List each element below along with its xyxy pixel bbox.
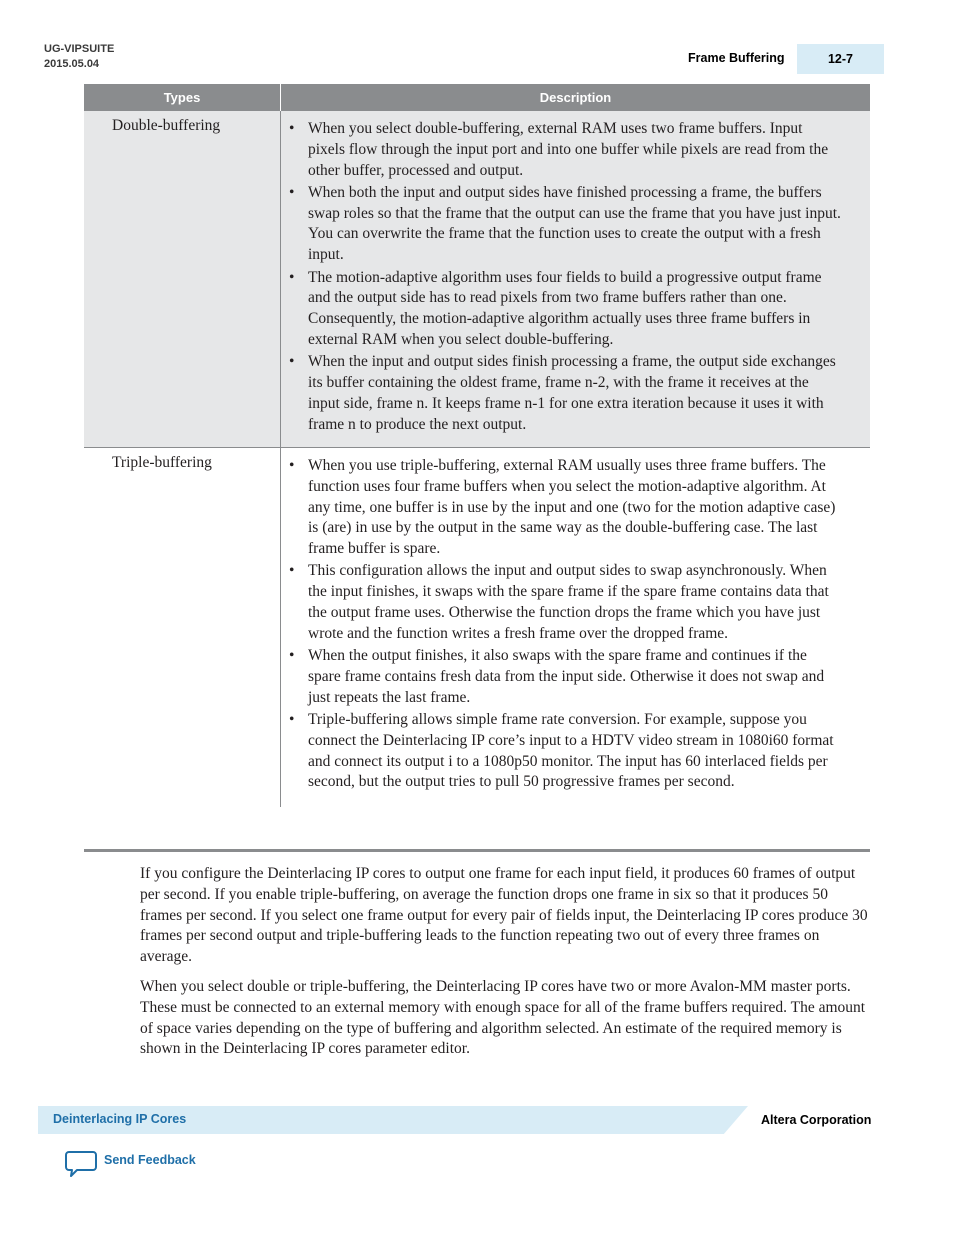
buffering-types-table	[84, 84, 870, 807]
document-id: UG-VIPSUITE	[44, 43, 115, 55]
body-paragraph-frame-rate: If you configure the Deinterlacing IP cores to output one frame for each input field, it produces 60 frames of output per second. If you enable triple-buffering, on average the function drops one frame in six so that it produces 50 frames per second. If you select one frame output for every pair of fields input, the Deinterlacing IP cores produce 30 frames per second output and triple-buffering leads to the function repeating two out of every three frames on average.	[140, 865, 868, 966]
table-header-row	[84, 84, 870, 111]
description-cell	[281, 111, 871, 447]
list-item: • When the output finishes, it also swaps with the spare frame and continues if the spare frame contains fresh data from the input side. Otherwise it does not swap and just repeats the last frame.	[308, 646, 842, 708]
list-item: • Triple-buffering allows simple frame rate conversion. For example, suppose you connect the Deinterlacing IP core’s input to a HDTV video stream in 1080i60 format and connect its output i to a 1080p50 monitor. The input has 60 interlaced fields per second, but the output tries to pull 50 progressive frames per second.	[308, 710, 842, 793]
list-item: • The motion-adaptive algorithm uses four fields to build a progressive output frame and the output side has to read pixels from two frame buffers rather than one. Consequently, the motion-adaptive algorithm actually uses three frame buffers in external RAM when you select double-buffering.	[308, 268, 842, 351]
section-title: Frame Buffering	[688, 51, 785, 65]
page-number: 12-7	[797, 44, 884, 74]
bullet-list	[289, 119, 842, 435]
list-item: • When you use triple-buffering, external RAM usually uses three frame buffers. The function uses four frame buffers when you select the motion-adaptive algorithm. At any time, one buffer is in use by the input and one (two for the motion adaptive case) is (are) in use by the output in the same way as the double-buffering case. The last frame buffer is spare.	[308, 456, 842, 560]
document-id-block	[44, 42, 114, 72]
document-date: 2015.05.04	[44, 58, 100, 70]
table-row	[84, 111, 870, 447]
company-name: Altera Corporation	[761, 1113, 872, 1127]
list-item: • When both the input and output sides have finished processing a frame, the buffers swap roles so that the frame that the output can use the frame that you have just input. You can overwrite the frame that the function uses to create the output with a fresh input.	[308, 183, 842, 266]
type-cell: Triple-buffering	[84, 447, 281, 806]
table-bottom-rule	[84, 849, 870, 852]
bullet-list	[289, 456, 842, 793]
table-row	[84, 447, 870, 806]
column-header-types: Types	[84, 84, 281, 111]
speech-bubble-icon[interactable]	[65, 1150, 97, 1178]
type-cell: Double-buffering	[84, 111, 281, 447]
list-item: • When the input and output sides finish processing a frame, the output side exchanges its buffer containing the oldest frame, frame n-2, with the frame it receives at the input side, frame n. It keeps frame n-1 for one extra iteration because it uses it with frame n to produce the next output.	[308, 352, 842, 435]
description-cell	[281, 447, 871, 806]
list-item: • This configuration allows the input and output sides to swap asynchronously. When the input finishes, it swaps with the spare frame if the spare frame contains data that the output frame uses. Otherwise the function drops the frame which you have just wrote and the function writes a fresh frame over the dropped frame.	[308, 561, 842, 644]
column-header-description: Description	[281, 84, 871, 111]
list-item: • When you select double-buffering, external RAM uses two frame buffers. Input pixels flow through the input port and into one buffer while pixels are read from the other buffer, processed and output.	[308, 119, 842, 181]
send-feedback-link[interactable]: Send Feedback	[104, 1153, 196, 1167]
body-paragraph-memory: When you select double or triple-buffering, the Deinterlacing IP cores have two or more Avalon-MM master ports. These must be connected to an external memory with enough space for all of the frame buffers required. The amount of space varies depending on the type of buffering and algorithm selected. An estimate of the required memory is shown in the Deinterlacing IP cores parameter editor.	[140, 978, 866, 1058]
chapter-link[interactable]: Deinterlacing IP Cores	[53, 1112, 187, 1126]
